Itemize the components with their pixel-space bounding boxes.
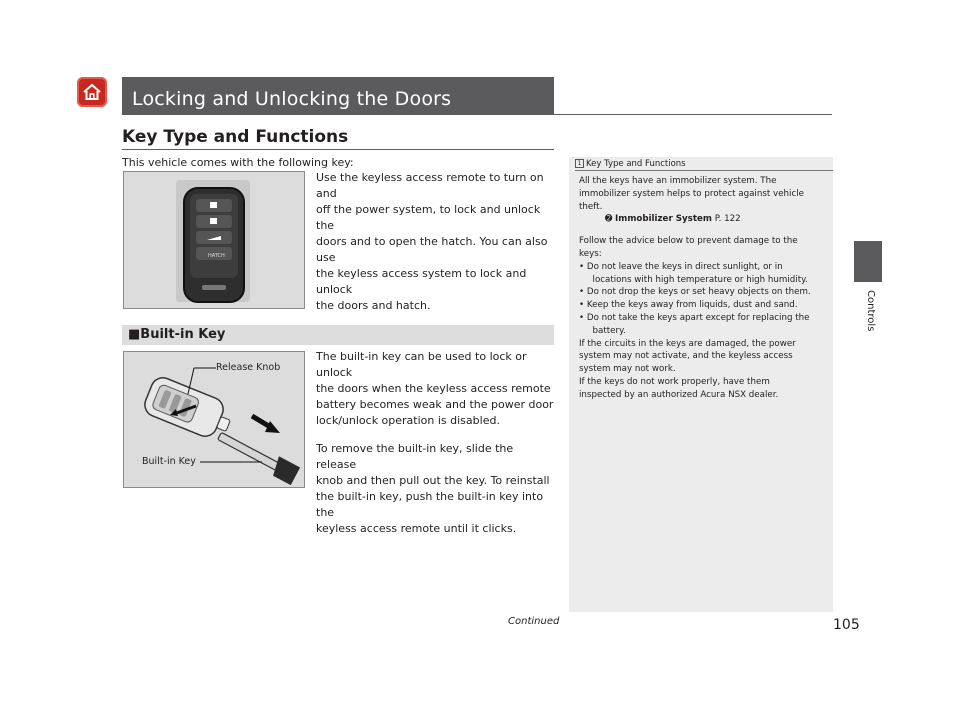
chapter-tab-label: Controls (865, 290, 876, 332)
chapter-tab[interactable] (854, 241, 882, 282)
builtin-heading-text: Built-in Key (140, 327, 226, 342)
note-bullet: • Do not take the keys apart except for replacing the battery. (579, 312, 810, 336)
key-description-line: the keyless access system to lock and unlock (316, 267, 527, 296)
page-number: 105 (833, 617, 860, 633)
note-title: 1 Key Type and Functions (575, 159, 686, 169)
immobilizer-reference[interactable]: ➋ Immobilizer System P. 122 (605, 214, 741, 225)
note-bullet: • Do not leave the keys in direct sunlight, or in locations with high temperature or high humidity. (579, 261, 808, 285)
builtin-paragraph-2: To remove the built-in key, slide the release knob and then pull out the key. To reinstall the built-in key, push the built-in key into the keyless access remote until it clicks. (316, 442, 550, 535)
key-description-line: the doors and hatch. (316, 299, 431, 312)
note-rule (575, 170, 833, 171)
note-marker-icon: 1 (575, 159, 584, 168)
key-description (316, 170, 554, 314)
key-description-line: doors and to open the hatch. You can also use (316, 235, 548, 264)
release-knob-label: Release Knob (216, 362, 281, 373)
reference-arrow-icon: ➋ (605, 214, 613, 225)
continued-label: Continued (508, 616, 560, 627)
builtin-key-label: Built-in Key (142, 456, 196, 467)
builtin-paragraph-1: The built-in key can be used to lock or unlock the doors when the keyless access remote battery becomes weak and the power door lock/unlock operation is disabled. (316, 350, 554, 427)
note-body: All the keys have an immobilizer system. The immobilizer system helps to protect against vehicle theft. ➋ Immobilizer System P. 122 Follow the advice below to prevent damage to the keys: • Do not leave the keys in direct sunlight, or in locations with high temperature or high humidity. • Do not drop the keys or set heavy objects on them. • Keep the keys away from liquids, dust and sand. • Do not take the keys apart except for replacing the battery. If the circuits in the keys are damaged, the power system may not activate, and the keyless access system may not work. If the keys do not work properly, have them inspected by an authorized Acura NSX dealer. (579, 175, 831, 402)
section-header (122, 77, 554, 115)
key-description-line: off the power system, to lock and unlock the (316, 203, 541, 232)
page-subtitle: Key Type and Functions (122, 127, 349, 147)
subtitle-rule (122, 149, 554, 150)
builtin-heading-bar (122, 325, 554, 345)
key-description-line: Use the keyless access remote to turn on and (316, 171, 544, 200)
builtin-key-image (123, 351, 305, 488)
builtin-heading (128, 327, 225, 342)
square-bullet-icon: ■ (128, 327, 141, 342)
home-icon (81, 81, 103, 103)
intro-text: This vehicle comes with the following key: (122, 156, 354, 169)
note-bullet: • Keep the keys away from liquids, dust and sand. (579, 300, 798, 311)
section-title: Locking and Unlocking the Doors (132, 88, 452, 110)
builtin-description (316, 349, 554, 549)
note-panel (569, 157, 833, 612)
remote-hatch-text: HATCH (208, 253, 225, 259)
key-remote-image (123, 171, 305, 309)
note-bullet: • Do not drop the keys or set heavy objects on them. (579, 287, 811, 298)
home-button[interactable] (77, 77, 107, 107)
header-rule (554, 114, 832, 115)
